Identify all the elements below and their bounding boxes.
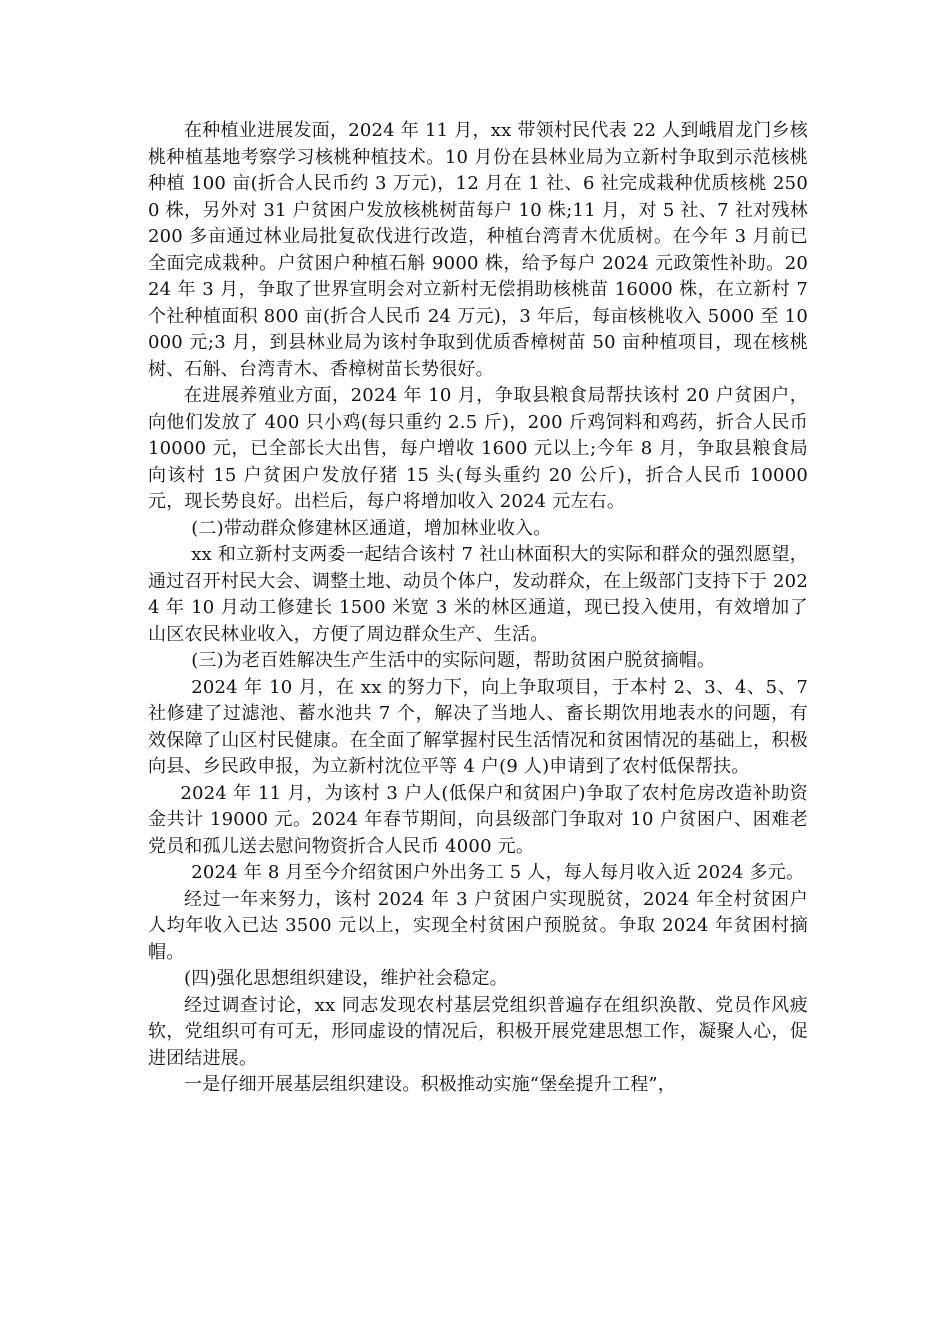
section-heading-4: (四)强化思想组织建设，维护社会稳定。 — [184, 968, 508, 989]
paragraph-breeding: 在进展养殖业方面，2024 年 10 月，争取县粮食局帮扶该村 20 户贫困户，向他们发放了 400 只小鸡(每只重约 2.5 斤)，200 斤鸡饲料和鸡药，折合人民币 10000 元，已全部长大出售，每户增收 1600 元以上;今年 8 月，争取县粮食局向该村 15 户贫困户发放仔猪 15 头(每头重约 20 公斤)，折合人民币 10000 元，现长势良好。出栏后，每户将增加收入 2024 元左右。 — [148, 385, 808, 512]
document-body — [148, 118, 808, 1099]
paragraph-planting: 在种植业进展发面，2024 年 11 月，xx 带领村民代表 22 人到峨眉龙门乡核桃种植基地考察学习核桃种植技术。10 月份在县林业局为立新村争取到示范核桃种植 100 亩(折合人民币约 3 万元)，12 月在 1 社、6 社完成栽种优质核桃 2500 株，另外对 31 户贫困户发放核桃树苗每户 10 株;11 月，对 5 社、7 社对残林 200 多亩通过林业局批复砍伐进行改造，种植台湾青木优质树。在今年 3 月前已全面完成栽种。户贫困户种植石斛 9000 株，给予每户 2024 元政策性补助。2024 年 3 月，争取了世界宣明会对立新村无偿捐助核桃苗 16000 株，在立新村 7 个社种植面积 800 亩(折合人民币 24 万元)，3 年后，每亩核桃收入 5000 至 10000 元;3 月，到县林业局为该村争取到优质香樟树苗 50 亩种植项目，现在核桃树、石斛、台湾青木、香樟树苗长势很好。 — [148, 120, 808, 380]
section-heading-3: (三)为老百姓解决生产生活中的实际问题，帮助贫困户脱贫摘帽。 — [191, 650, 716, 671]
paragraph-forest-road: xx 和立新村支两委一起结合该村 7 社山林面积大的实际和群众的强烈愿望，通过召开村民大会、调整土地、动员个体户，发动群众，在上级部门支持下于 2024 年 10 月动工修建长 1500 米宽 3 米的林区通道，现已投入使用，有效增加了山区农民林业收入，方便了周边群众生产、生活。 — [148, 544, 808, 645]
paragraph-result: 经过一年来努力，该村 2024 年 3 户贫困户实现脱贫，2024 年全村贫困户人均年收入已达 3500 元以上，实现全村贫困户预脱贫。争取 2024 年贫困村摘帽。 — [148, 888, 808, 963]
paragraph-water: 2024 年 10 月，在 xx 的努力下，向上争取项目，于本村 2、3、4、5、7 社修建了过滤池、蓄水池共 7 个，解决了当地人、畜长期饮用地表水的问题，有效保障了山区村民健康。在全面了解掌握村民生活情况和贫困情况的基础上，积极向县、乡民政申报，为立新村沈位平等 4 户(9 人)申请到了农村低保帮扶。 — [148, 676, 808, 777]
section-heading-2: (二)带动群众修建林区通道，增加林业收入。 — [191, 517, 552, 539]
paragraph-housing: 2024 年 11 月，为该村 3 户人(低保户和贫困户)争取了农村危房改造补助资金共计 19000 元。2024 年春节期间，向县级部门争取对 10 户贫困户、困难老党员和孤儿送去慰问物资折合人民币 4000 元。 — [148, 782, 808, 857]
paragraph-labor: 2024 年 8 月至今介绍贫困户外出务工 5 人，每人每月收入近 2024 多元。 — [191, 862, 805, 883]
paragraph-party-building: 经过调查讨论，xx 同志发现农村基层党组织普遍存在组织涣散、党员作风疲软，党组织可有可无，形同虚设的情况后，积极开展党建思想工作，凝聚人心，促进团结进展。 — [148, 994, 808, 1069]
paragraph-organization: 一是仔细开展基层组织建设。积极推动实施“堡垒提升工程”， — [184, 1074, 677, 1095]
